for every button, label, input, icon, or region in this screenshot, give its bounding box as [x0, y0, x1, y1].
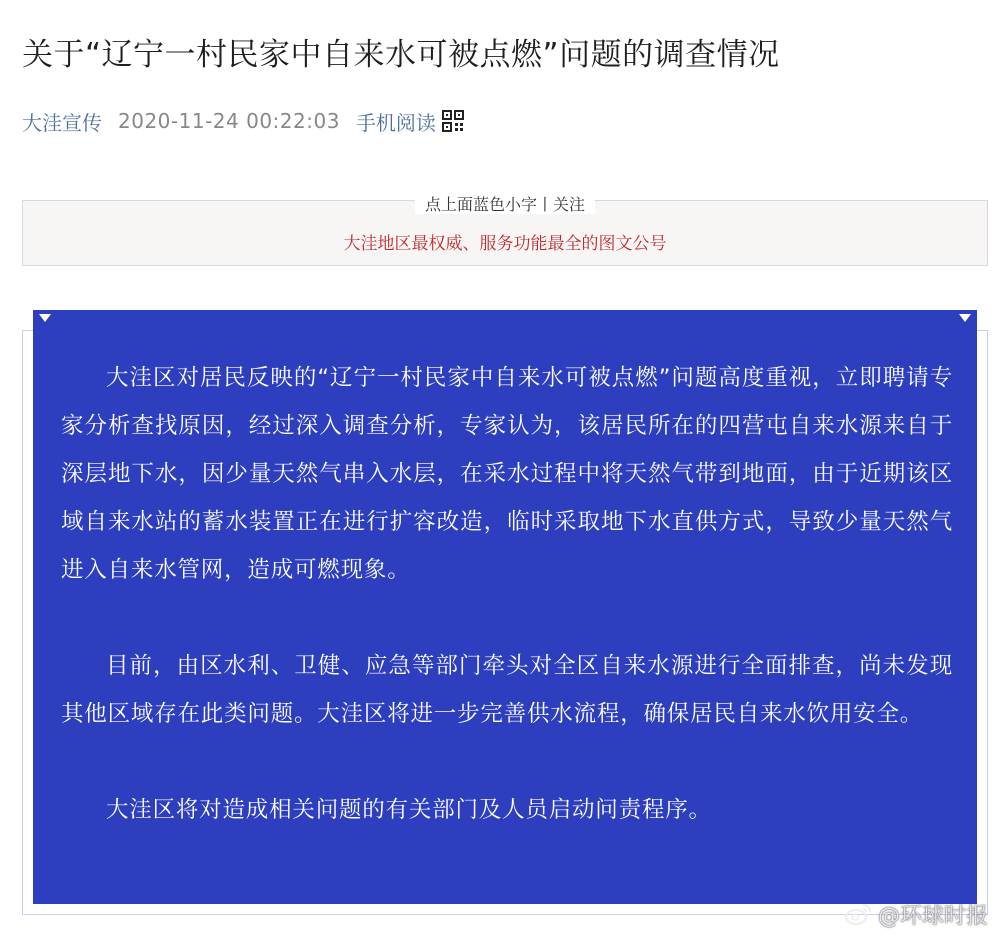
- notice-text: [61, 354, 953, 834]
- follow-banner: [22, 195, 988, 266]
- weibo-icon: [844, 902, 872, 926]
- notice-paragraph-1: 大洼区对居民反映的“辽宁一村民家中自来水可被点燃”问题高度重视，立即聘请专家分析查找原因，经过深入调查分析，专家认为，该居民所在的四营屯自来水源来自于深层地下水，因少量天然气串入水层，在采水过程中将天然气带到地面，由于近期该区域自来水站的蓄水装置正在进行扩容改造，临时采取地下水直供方式，导致少量天然气进入自来水管网，造成可燃现象。: [61, 365, 953, 583]
- follow-banner-top-text[interactable]: 点上面蓝色小字丨关注: [415, 195, 595, 214]
- notice-paragraph-3: 大洼区将对造成相关问题的有关部门及人员启动问责程序。: [106, 797, 712, 823]
- notice-paragraph-2: 目前，由区水利、卫健、应急等部门牵头对全区自来水源进行全面排查，尚未发现其他区域存在此类问题。大洼区将进一步完善供水流程，确保居民自来水饮用安全。: [61, 653, 953, 727]
- watermark: [844, 898, 988, 930]
- qr-code-icon[interactable]: [442, 110, 464, 132]
- article-title: 关于“辽宁一村民家中自来水可被点燃”问题的调查情况: [22, 37, 780, 73]
- follow-banner-top: [23, 192, 987, 215]
- article-meta: [22, 106, 464, 136]
- mobile-read-link[interactable]: 手机阅读: [355, 110, 436, 135]
- triangle-down-icon: [39, 314, 51, 322]
- author-link[interactable]: 大洼宣传: [22, 110, 102, 135]
- notice-panel: [33, 310, 977, 904]
- watermark-text: @环球时报: [877, 903, 988, 929]
- triangle-down-icon: [959, 314, 971, 322]
- follow-banner-subtext: 大洼地区最权威、服务功能最全的图文公号: [343, 234, 667, 254]
- publish-time: 2020-11-24 00:22:03: [118, 109, 340, 133]
